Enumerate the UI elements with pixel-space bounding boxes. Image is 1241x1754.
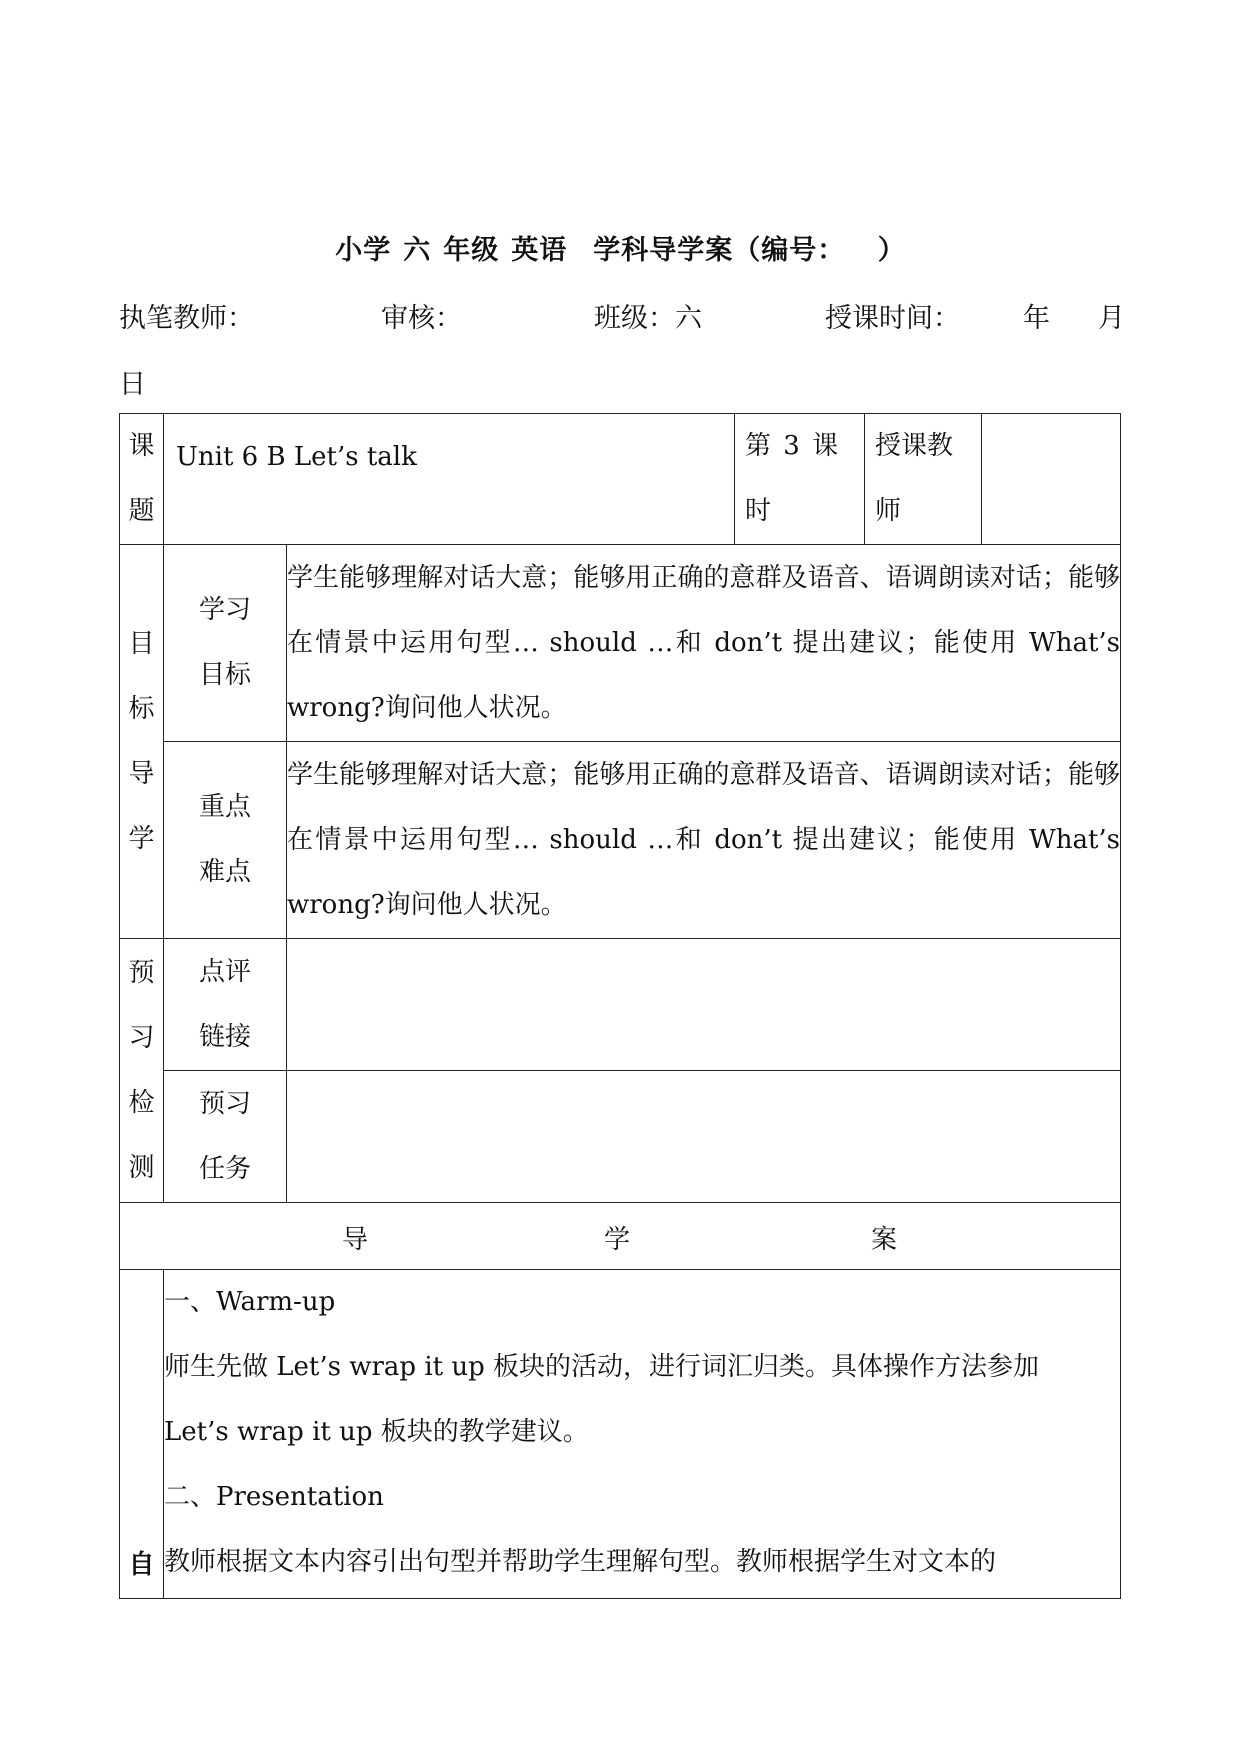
teacher-label: 授课教 师 <box>865 414 982 545</box>
self-line: 二、Presentation <box>164 1482 384 1512</box>
comment-row <box>120 939 1121 1071</box>
self-study-content <box>164 1270 1121 1599</box>
year-label: 年 <box>1023 303 1050 334</box>
key-points-text: 学生能够理解对话大意；能够用正确的意群及语音、语调朗读对话；能够在情景中运用句型… should …和 don’t 提出建议；能使用 What’s wrong?询问他人状况。 <box>287 742 1121 939</box>
topic-value: Unit 6 B Let’s talk <box>164 414 735 545</box>
comment-label: 点评 链接 <box>164 939 287 1071</box>
preview-task-value <box>287 1071 1121 1203</box>
author-label: 执笔教师： <box>119 303 254 334</box>
period-label: 第 3 课 时 <box>735 414 865 545</box>
self-line: 教师根据文本内容引出句型并帮助学生理解句型。教师根据学生对文本的 <box>164 1547 997 1577</box>
study-goal-text: 学生能够理解对话大意；能够用正确的意群及语音、语调朗读对话；能够在情景中运用句型… should …和 don’t 提出建议；能使用 What’s wrong?询问他人状况。 <box>287 545 1121 742</box>
guide-title-row <box>120 1203 1121 1270</box>
key-points-row <box>120 742 1121 939</box>
teacher-value <box>982 414 1121 545</box>
self-study-row <box>120 1270 1121 1599</box>
month-label: 月 <box>1098 303 1125 334</box>
topic-row <box>120 414 1121 545</box>
preview-task-row <box>120 1071 1121 1203</box>
study-goal-label: 学习 目标 <box>164 545 287 742</box>
self-label: 自 <box>120 1270 164 1599</box>
study-goal-row <box>120 545 1121 742</box>
preview-task-label: 预习 任务 <box>164 1071 287 1203</box>
lesson-table <box>119 413 1121 1599</box>
day-label: 日 <box>119 369 146 400</box>
guide-title: 导 学 案 <box>120 1203 1121 1270</box>
self-line: 一、Warm-up <box>164 1287 336 1317</box>
review-label: 审核： <box>381 303 462 334</box>
self-line: Let’s wrap it up 板块的教学建议。 <box>164 1417 589 1447</box>
preview-section-label: 预 习 检 测 <box>120 939 164 1203</box>
goal-section-label: 目 标 导 学 <box>120 545 164 939</box>
topic-label: 课 题 <box>120 414 164 545</box>
class-label: 班级：六 <box>594 303 702 334</box>
page-title: 小学 六 年级 英语 学科导学案（编号： ） <box>335 235 906 266</box>
self-line: 师生先做 Let’s wrap it up 板块的活动，进行词汇归类。具体操作方法参加 <box>164 1352 1040 1382</box>
comment-value <box>287 939 1121 1071</box>
key-points-label: 重点 难点 <box>164 742 287 939</box>
time-label: 授课时间： <box>825 303 960 334</box>
